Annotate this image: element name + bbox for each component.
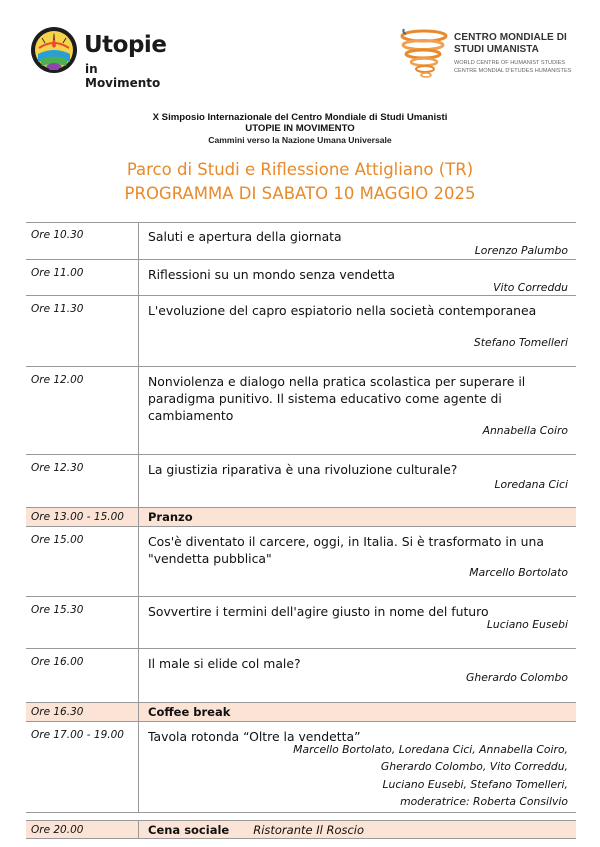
utopie-logo-title: Utopie — [84, 32, 167, 58]
programme-row — [26, 455, 576, 508]
utopie-logo-subtitle: in Movimento — [85, 62, 161, 90]
row-title: Coffee break — [148, 705, 231, 719]
row-time: Ore 20.00 — [31, 824, 84, 836]
utopie-emblem-icon — [30, 26, 78, 74]
row-title: Nonviolenza e dialogo nella pratica scolastica per superare il paradigma punitivo. Il sistema educativo come agente di cambiamento — [148, 374, 526, 423]
symposium-line: X Simposio Internazionale del Centro Mondiale di Studi Umanisti — [152, 112, 448, 123]
row-time: Ore 10.30 — [31, 229, 84, 241]
programme-row-break — [26, 508, 576, 527]
row-time: Ore 11.30 — [31, 303, 84, 315]
speaker-line: moderatrice: Roberta Consilvio — [400, 795, 568, 809]
programme-row — [26, 597, 576, 649]
row-speaker: Gherardo Colombo — [466, 671, 568, 684]
event-subtitle: Cammini verso la Nazione Umana Universale — [208, 135, 392, 145]
utopie-logo — [30, 24, 170, 90]
row-time: Ore 17.00 - 19.00 — [31, 729, 124, 741]
event-name: UTOPIE IN MOVIMENTO — [245, 123, 355, 134]
programme-title: PROGRAMMA DI SABATO 10 MAGGIO 2025 — [124, 184, 476, 203]
programme-row — [26, 260, 576, 296]
row-time: Ore 16.00 — [31, 656, 84, 668]
row-time: Ore 15.00 — [31, 534, 84, 546]
row-speaker: Vito Correddu — [493, 281, 568, 294]
programme-row — [26, 527, 576, 597]
dinner-label: Cena sociale — [148, 823, 230, 837]
programme-row-break — [26, 703, 576, 722]
row-speaker: Stefano Tomelleri — [473, 336, 568, 349]
row-speaker: Luciano Eusebi — [486, 618, 568, 631]
centro-mondiale-logo — [398, 26, 588, 88]
row-speaker: Loredana Cici — [494, 478, 568, 491]
speaker-line: Marcello Bortolato, Loredana Cici, Annabella Coiro, — [293, 743, 568, 756]
programme-row — [26, 222, 576, 260]
row-time: Ore 13.00 - 15.00 — [31, 511, 124, 523]
speaker-line: Gherardo Colombo, Vito Correddu, — [380, 760, 568, 774]
row-time: Ore 12.30 — [31, 462, 84, 474]
row-speakers — [293, 741, 568, 811]
centro-logo-line3: WORLD CENTRE OF HUMANIST STUDIES — [454, 60, 566, 66]
row-title: Il male si elide col male? — [148, 656, 301, 671]
row-time: Ore 16.30 — [31, 706, 84, 718]
speaker-line: Luciano Eusebi, Stefano Tomelleri, — [382, 777, 568, 791]
row-speaker: Lorenzo Palumbo — [474, 244, 568, 257]
dinner-venue: Ristorante Il Roscio — [253, 823, 365, 837]
programme-row — [26, 296, 576, 367]
row-title: Pranzo — [148, 510, 193, 524]
row-title: Sovvertire i termini dell'agire giusto in nome del futuro — [148, 604, 489, 619]
centro-logo-line1: CENTRO MONDIALE DI — [454, 32, 567, 43]
programme-row — [26, 649, 576, 703]
row-title — [148, 822, 573, 839]
programme-row — [26, 722, 576, 813]
row-title: Saluti e apertura della giornata — [148, 229, 342, 244]
row-time: Ore 15.30 — [31, 604, 84, 616]
centro-logo-line2: STUDI UMANISTA — [454, 44, 539, 55]
venue-title: Parco di Studi e Riflessione Attigliano (TR) — [126, 160, 474, 179]
row-title: L'evoluzione del capro espiatorio nella società contemporanea — [148, 303, 537, 318]
row-title: Cos'è diventato il carcere, oggi, in Italia. Si è trasformato in una "vendetta pubblica" — [148, 534, 544, 566]
programme-row-dinner — [26, 820, 576, 839]
row-time: Ore 11.00 — [31, 267, 84, 279]
row-speaker: Marcello Bortolato — [469, 566, 568, 579]
programme-row — [26, 367, 576, 455]
row-speaker: Annabella Coiro — [482, 424, 568, 437]
centro-logo-line4: CENTRE MONDIAL D'ETUDES HUMANISTES — [454, 68, 572, 74]
row-time: Ore 12.00 — [31, 374, 84, 386]
row-title: La giustizia riparativa è una rivoluzione culturale? — [148, 462, 458, 477]
row-title: Riflessioni su un mondo senza vendetta — [148, 267, 396, 282]
spiral-emblem-icon — [398, 26, 452, 82]
row-title: Tavola rotonda “Oltre la vendetta” — [148, 729, 361, 744]
